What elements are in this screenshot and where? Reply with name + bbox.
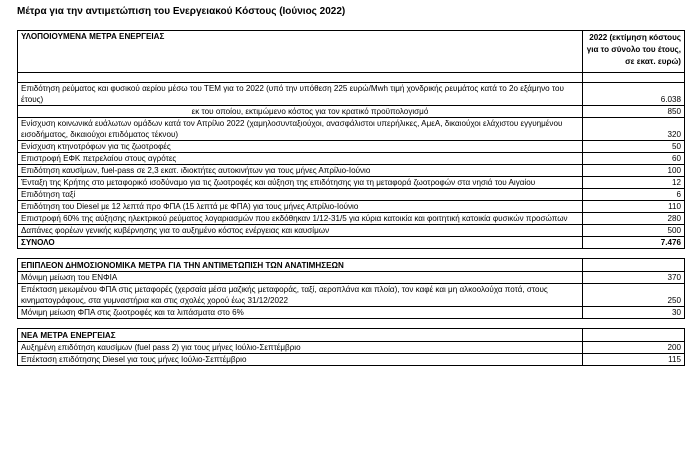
- row-value: 60: [583, 153, 685, 165]
- document-title: Μέτρα για την αντιμετώπιση του Ενεργειακού Κόστους (Ιούνιος 2022): [17, 6, 346, 17]
- row-label: [18, 106, 583, 118]
- row-label: Επέκταση επιδότησης Diesel για τους μήνες Ιούλιο-Σεπτέμβριο: [18, 354, 583, 366]
- table-row: [18, 177, 685, 189]
- total-value: 7.476: [583, 237, 685, 249]
- row-value: 500: [583, 225, 685, 237]
- table-row: [18, 189, 685, 201]
- row-value: 100: [583, 165, 685, 177]
- table-row: [18, 83, 685, 106]
- row-label: Επέκταση μειωμένου ΦΠΑ στις μεταφορές (χερσαία μέσα μαζικής μεταφοράς, ταξί, αεροπλάνα και πλοία), τον καφέ και μη αλκοολούχα ποτά, στους κινηματογράφους, στα γυμναστήρια και στις σχολές χορού έως 31/12/2022: [18, 284, 583, 307]
- table-row: [18, 153, 685, 165]
- row-value: 50: [583, 141, 685, 153]
- row-label: Επιστροφή ΕΦΚ πετρελαίου στους αγρότες: [18, 153, 583, 165]
- row-value: 200: [583, 342, 685, 354]
- table-row: [18, 106, 685, 118]
- row-value: 6: [583, 189, 685, 201]
- row-label: Επιδότηση καυσίμων, fuel-pass σε 2,3 εκατ. ιδιοκτήτες αυτοκινήτων για τους μήνες Απρίλιο-Ιούνιο: [18, 165, 583, 177]
- table-row: [18, 213, 685, 225]
- row-value: 115: [583, 354, 685, 366]
- row-value: 250: [583, 284, 685, 307]
- row-label: Επιστροφή 60% της αύξησης ηλεκτρικού ρεύματος λογαριασμών που εκδόθηκαν 1/12-31/5 για κύρια κατοικία και φοιτητική κατοικία φυσικών προσώπων: [18, 213, 583, 225]
- total-label: ΣΥΝΟΛΟ: [18, 237, 583, 249]
- section-heading-row: [18, 259, 685, 272]
- header-value-line2: για το σύνολο του έτους,: [586, 45, 681, 54]
- header-value-line1: 2022 (εκτίμηση κόστους: [589, 33, 681, 42]
- table-row: [18, 307, 685, 319]
- section-heading-value-cell: [583, 259, 685, 272]
- table-row: [18, 118, 685, 141]
- row-label: Αυξημένη επιδότηση καυσίμων (fuel pass 2) για τους μήνες Ιούλιο-Σεπτέμβριο: [18, 342, 583, 354]
- row-value: 320: [583, 118, 685, 141]
- section-heading-row: [18, 329, 685, 342]
- section-heading: ΝΕΑ ΜΕΤΡΑ ΕΝΕΡΓΕΙΑΣ: [18, 329, 583, 342]
- row-value: 6.038: [583, 83, 685, 106]
- row-value: 30: [583, 307, 685, 319]
- row-value: 110: [583, 201, 685, 213]
- row-label: Επιδότηση ρεύματος και φυσικού αερίου μέσω του ΤΕΜ για το 2022 (υπό την υπόθεση 225 ευρώ/Mwh τιμή χονδρικής ρευμάτος κατά το 2ο εξάμηνο του έτους): [18, 83, 583, 106]
- row-label: Επιδότηση ταξί: [18, 189, 583, 201]
- row-label: Ενίσχυση κοινωνικά ευάλωτων ομάδων κατά τον Απρίλιο 2022 (χαμηλοσυνταξιούχοι, ανασφάλιστοι υπερήλικες, ΑμεΑ, δικαιούχοι ελάχιστου εγγυημένου εισοδήματος, δικαιούχοι επιδόματος τέκνου): [18, 118, 583, 141]
- table-row: [18, 342, 685, 354]
- row-label-text: εκ του οποίου, εκτιμώμενο κόστος για τον κρατικό προϋπολογισμό: [191, 107, 429, 116]
- table-row: [18, 284, 685, 307]
- section-heading-value-cell: [583, 329, 685, 342]
- section-heading: ΕΠΙΠΛΕΟΝ ΔΗΜΟΣΙΟΝΟΜΙΚΑ ΜΕΤΡΑ ΓΙΑ ΤΗΝ ΑΝΤΙΜΕΤΩΠΙΣΗ ΤΩΝ ΑΝΑΤΙΜΗΣΕΩΝ: [18, 259, 583, 272]
- row-label: Μόνιμη μείωση ΦΠΑ στις ζωοτροφές και τα λιπάσματα στο 6%: [18, 307, 583, 319]
- table-row: [18, 165, 685, 177]
- header-label: ΥΛΟΠΟΙΟΥΜΕΝΑ ΜΕΤΡΑ ΕΝΕΡΓΕΙΑΣ: [18, 31, 583, 73]
- row-value: 280: [583, 213, 685, 225]
- table-row: [18, 225, 685, 237]
- total-row: [18, 237, 685, 249]
- table-row: [18, 201, 685, 213]
- table-row: [18, 141, 685, 153]
- row-value: 850: [583, 106, 685, 118]
- table-header-row: [18, 31, 685, 73]
- row-label: Δαπάνες φορέων γενικής κυβέρνησης για το αυξημένο κόστος ενέργειας και καυσίμων: [18, 225, 583, 237]
- header-value-line3: σε εκατ. ευρώ): [625, 57, 681, 66]
- table-row: [18, 272, 685, 284]
- row-label: Μόνιμη μείωση του ΕΝΦΙΑ: [18, 272, 583, 284]
- table-row: [18, 354, 685, 366]
- row-label: Ενίσχυση κτηνοτρόφων για τις ζωοτροφές: [18, 141, 583, 153]
- row-value: 12: [583, 177, 685, 189]
- energy-measures-table: [17, 30, 685, 366]
- header-value: [583, 31, 685, 73]
- row-label: Επιδότηση του Diesel με 12 λεπτά προ ΦΠΑ (15 λεπτά με ΦΠΑ) για τους μήνες Απρίλιο-Ιούνιο: [18, 201, 583, 213]
- row-value: 370: [583, 272, 685, 284]
- row-label: Ένταξη της Κρήτης στο μεταφορικό ισοδύναμο για τις ζωοτροφές και αύξηση της επιδότησης για τη μεταφορά ζωοτροφών στα νησιά του Αιγαίου: [18, 177, 583, 189]
